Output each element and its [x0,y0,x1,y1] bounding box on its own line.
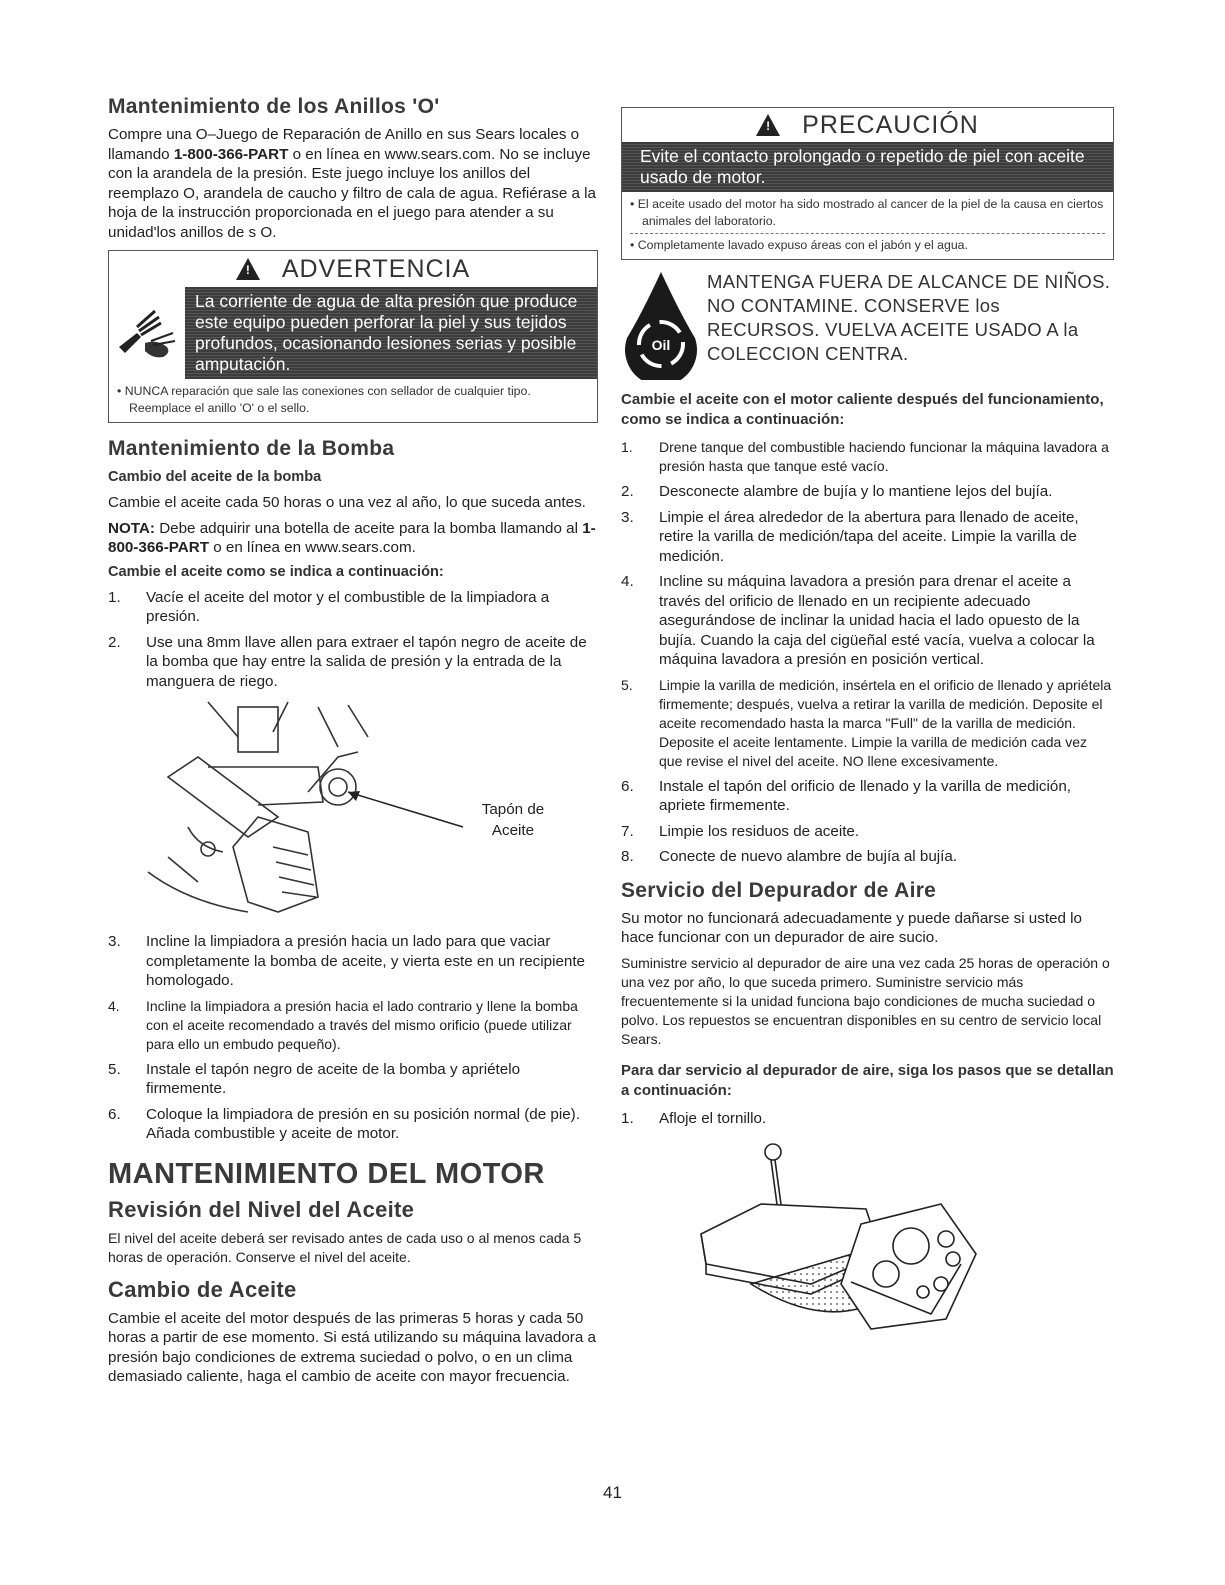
list-item: 5. Limpie la varilla de medición, insértela en el orificio de llenado y apriétela firmemente; después, vuelva a retirar la varilla de medición. Deposite el aceite recomendado hasta la marca "Full" de la varilla de medición. Deposite el aceite lentamente. Limpie la varilla de medición cada vez que revise el nivel del aceite. NO llene excesivamente. [621,676,1112,769]
svg-text:Oil: Oil [651,337,671,353]
warning-triangle-icon: ! [236,258,260,280]
list-item: 1. Vacíe el aceite del motor y el combustible de la limpiadora a presión. [108,588,550,625]
pump-plug-illustration [108,697,598,932]
bomba-steps-b [108,932,598,1144]
bomba-steps-a [108,588,598,692]
list-item: 8. Conecte de nuevo alambre de bujía al bujía. [621,848,958,865]
advertencia-box [108,250,598,423]
advertencia-bullets [109,379,597,422]
recycle-notice [621,270,1114,380]
cambio-paragraph: Cambie el aceite del motor después de las primeras 5 horas y cada 50 horas a partir de ese momento. Si está utilizando su máquina lavadora a presión bajo condiciones de extrema suciedad o polvo, o en un clima demasiado caliente, haga el cambio de aceite con mayor frecuencia. [108,1309,596,1385]
list-item: 7. Limpie los residuos de aceite. [621,822,860,840]
list-item: 4. Incline su máquina lavadora a presión para drenar el aceite a través del orificio de llenado en un recipiente adecuado asegurándose de inclinar la unidad hacia el lado opuesto de la bujía. Cuando la caja del cigüeñal esté vacía, vuelva a colocar la máquina lavadora a presión en posición vertical. [621,573,1095,668]
list-item: 6. Coloque la limpiadora de presión en su posición normal (de pie). Añada combustible y aceite de motor. [108,1105,580,1142]
bomba-heading: Mantenimiento de la Bomba [108,437,395,460]
list-item: 1. Drene tanque del combustible haciendo funcionar la máquina lavadora a presión hasta que tanque esté vacío. [621,439,1109,474]
precaucion-bullets [622,192,1113,259]
aire-subheading: Para dar servicio al depurador de aire, siga los pasos que se detallan a continuación: [621,1061,1114,1099]
precaucion-title: ! PRECAUCIÓN [622,108,1113,142]
precaucion-box [621,107,1114,260]
list-item: 4. Incline la limpiadora a presión hacia el lado contrario y llene la bomba con el aceite recomendado a través del mismo orificio (puede utilizar para ello un embudo pequeño). [108,997,578,1052]
list-item: 1. Afloje el tornillo. [621,1109,767,1127]
oring-heading: Mantenimiento de los Anillos 'O' [108,95,440,118]
cambio-heading: Cambio de Aceite [108,1276,297,1302]
bomba-subheading: Cambio del aceite de la bomba [108,469,322,485]
advertencia-message: La corriente de agua de alta presión que produce este equipo pueden perforar la piel y sus tejidos profundos, ocasionando lesiones serias y posible amputación. [185,287,597,379]
aire-paragraph-1: Su motor no funcionará adecuadamente y puede dañarse si usted lo hace funcionar con un depurador de aire sucio. [621,909,1082,946]
motor-oil-steps [621,438,1114,867]
motor-oil-subheading: Cambie el aceite con el motor caliente después del funcionamiento, como se indica a continuación: [621,391,1104,428]
motor-heading: MANTENIMIENTO DEL MOTOR [108,1157,545,1190]
list-item: 2. Use una 8mm llave allen para extraer el tapón negro de aceite de la bomba que hay entre la salida de presión y la entrada de la manguera de riego. [108,633,587,690]
oring-phone: 1-800-366-PART [173,145,289,163]
oring-paragraph: Compre una O–Juego de Reparación de Anillo en sus Sears locales o llamando 1-800-366-PART o en línea en www.sears.com. No se incluye con la arandela de la presión. Este juego incluye los anillos del reemplazo O, arandela de caucho y filtro de cala de agua. Refiérase a la hoja de la instrucción proporcionada en el juego para atender a su unidad'los anillos de s O. [108,126,596,241]
bomba-paragraph: Cambie el aceite cada 50 horas o una vez al año, lo que suceda antes. [108,494,586,511]
precaucion-bullet: • Completamente lavado expuso áreas con el jabón y el agua. [630,238,968,252]
water-jet-injury-icon [109,287,185,379]
list-item: 3. Limpie el área alrededor de la abertura para llenado de aceite, retire la varilla de medición/tapa del aceite. Limpie la varilla de medición. [621,508,1079,565]
oil-plug-callout: Tapón de Aceite [481,801,545,839]
bomba-steps-subheading: Cambie el aceite como se indica a continuación: [108,563,444,580]
advertencia-title: ! ADVERTENCIA [109,251,597,287]
nivel-heading: Revisión del Nivel del Aceite [108,1196,415,1222]
bomba-nota: NOTA: Debe adquirir una botella de aceite para la bomba llamando al 1-800-366-PART o en línea en www.sears.com. [108,519,596,556]
oil-drop-recycle-icon [621,270,701,380]
precaucion-bullet: • El aceite usado del motor ha sido mostrado al cancer de la piel de la causa en ciertos animales del laboratorio. [630,196,1105,234]
air-cleaner-illustration [621,1134,1114,1349]
list-item: 3. Incline la limpiadora a presión hacia un lado para que vaciar completamente la bomba de aceite, y vierta este en un recipiente homologado. [108,933,586,989]
aire-heading: Servicio del Depurador de Aire [621,878,937,902]
left-column [108,95,598,1393]
aire-steps [621,1109,1114,1129]
list-item: 6. Instale el tapón del orificio de llenado y la varilla de medición, apriete firmemente. [621,777,1071,814]
advertencia-bullet: • NUNCA reparación que sale las conexiones con sellador de cualquier tipo. Reemplace el anillo 'O' o el sello. [117,384,531,415]
warning-triangle-icon: ! [756,114,780,136]
list-item: 2. Desconecte alambre de bujía y lo mantiene lejos del bujía. [621,483,1053,500]
nivel-paragraph: El nivel del aceite deberá ser revisado antes de cada uso o al menos cada 5 horas de operación. Conserve el nivel del aceite. [108,1229,582,1265]
page-number: 41 [603,1483,622,1502]
precaucion-message: Evite el contacto prolongado o repetido de piel con aceite usado de motor. [622,142,1113,192]
list-item: 5. Instale el tapón negro de aceite de la bomba y apriételo firmemente. [108,1060,521,1097]
aire-paragraph-2: Suministre servicio al depurador de aire una vez cada 25 horas de operación o una vez por año, lo que suceda primero. Suministre servicio más frecuentemente si la unidad funciona bajo condiciones de mucha suciedad o polvo. Los repuestos se encuentran disponibles en su centro de servicio local Sears. [621,954,1110,1047]
right-column [621,107,1114,1349]
recycle-text: MANTENGA FUERA DE ALCANCE DE NIÑOS. NO CONTAMINE. CONSERVE los RECURSOS. VUELVA ACEITE USADO A la COLECCION CENTRA. [707,271,1111,364]
